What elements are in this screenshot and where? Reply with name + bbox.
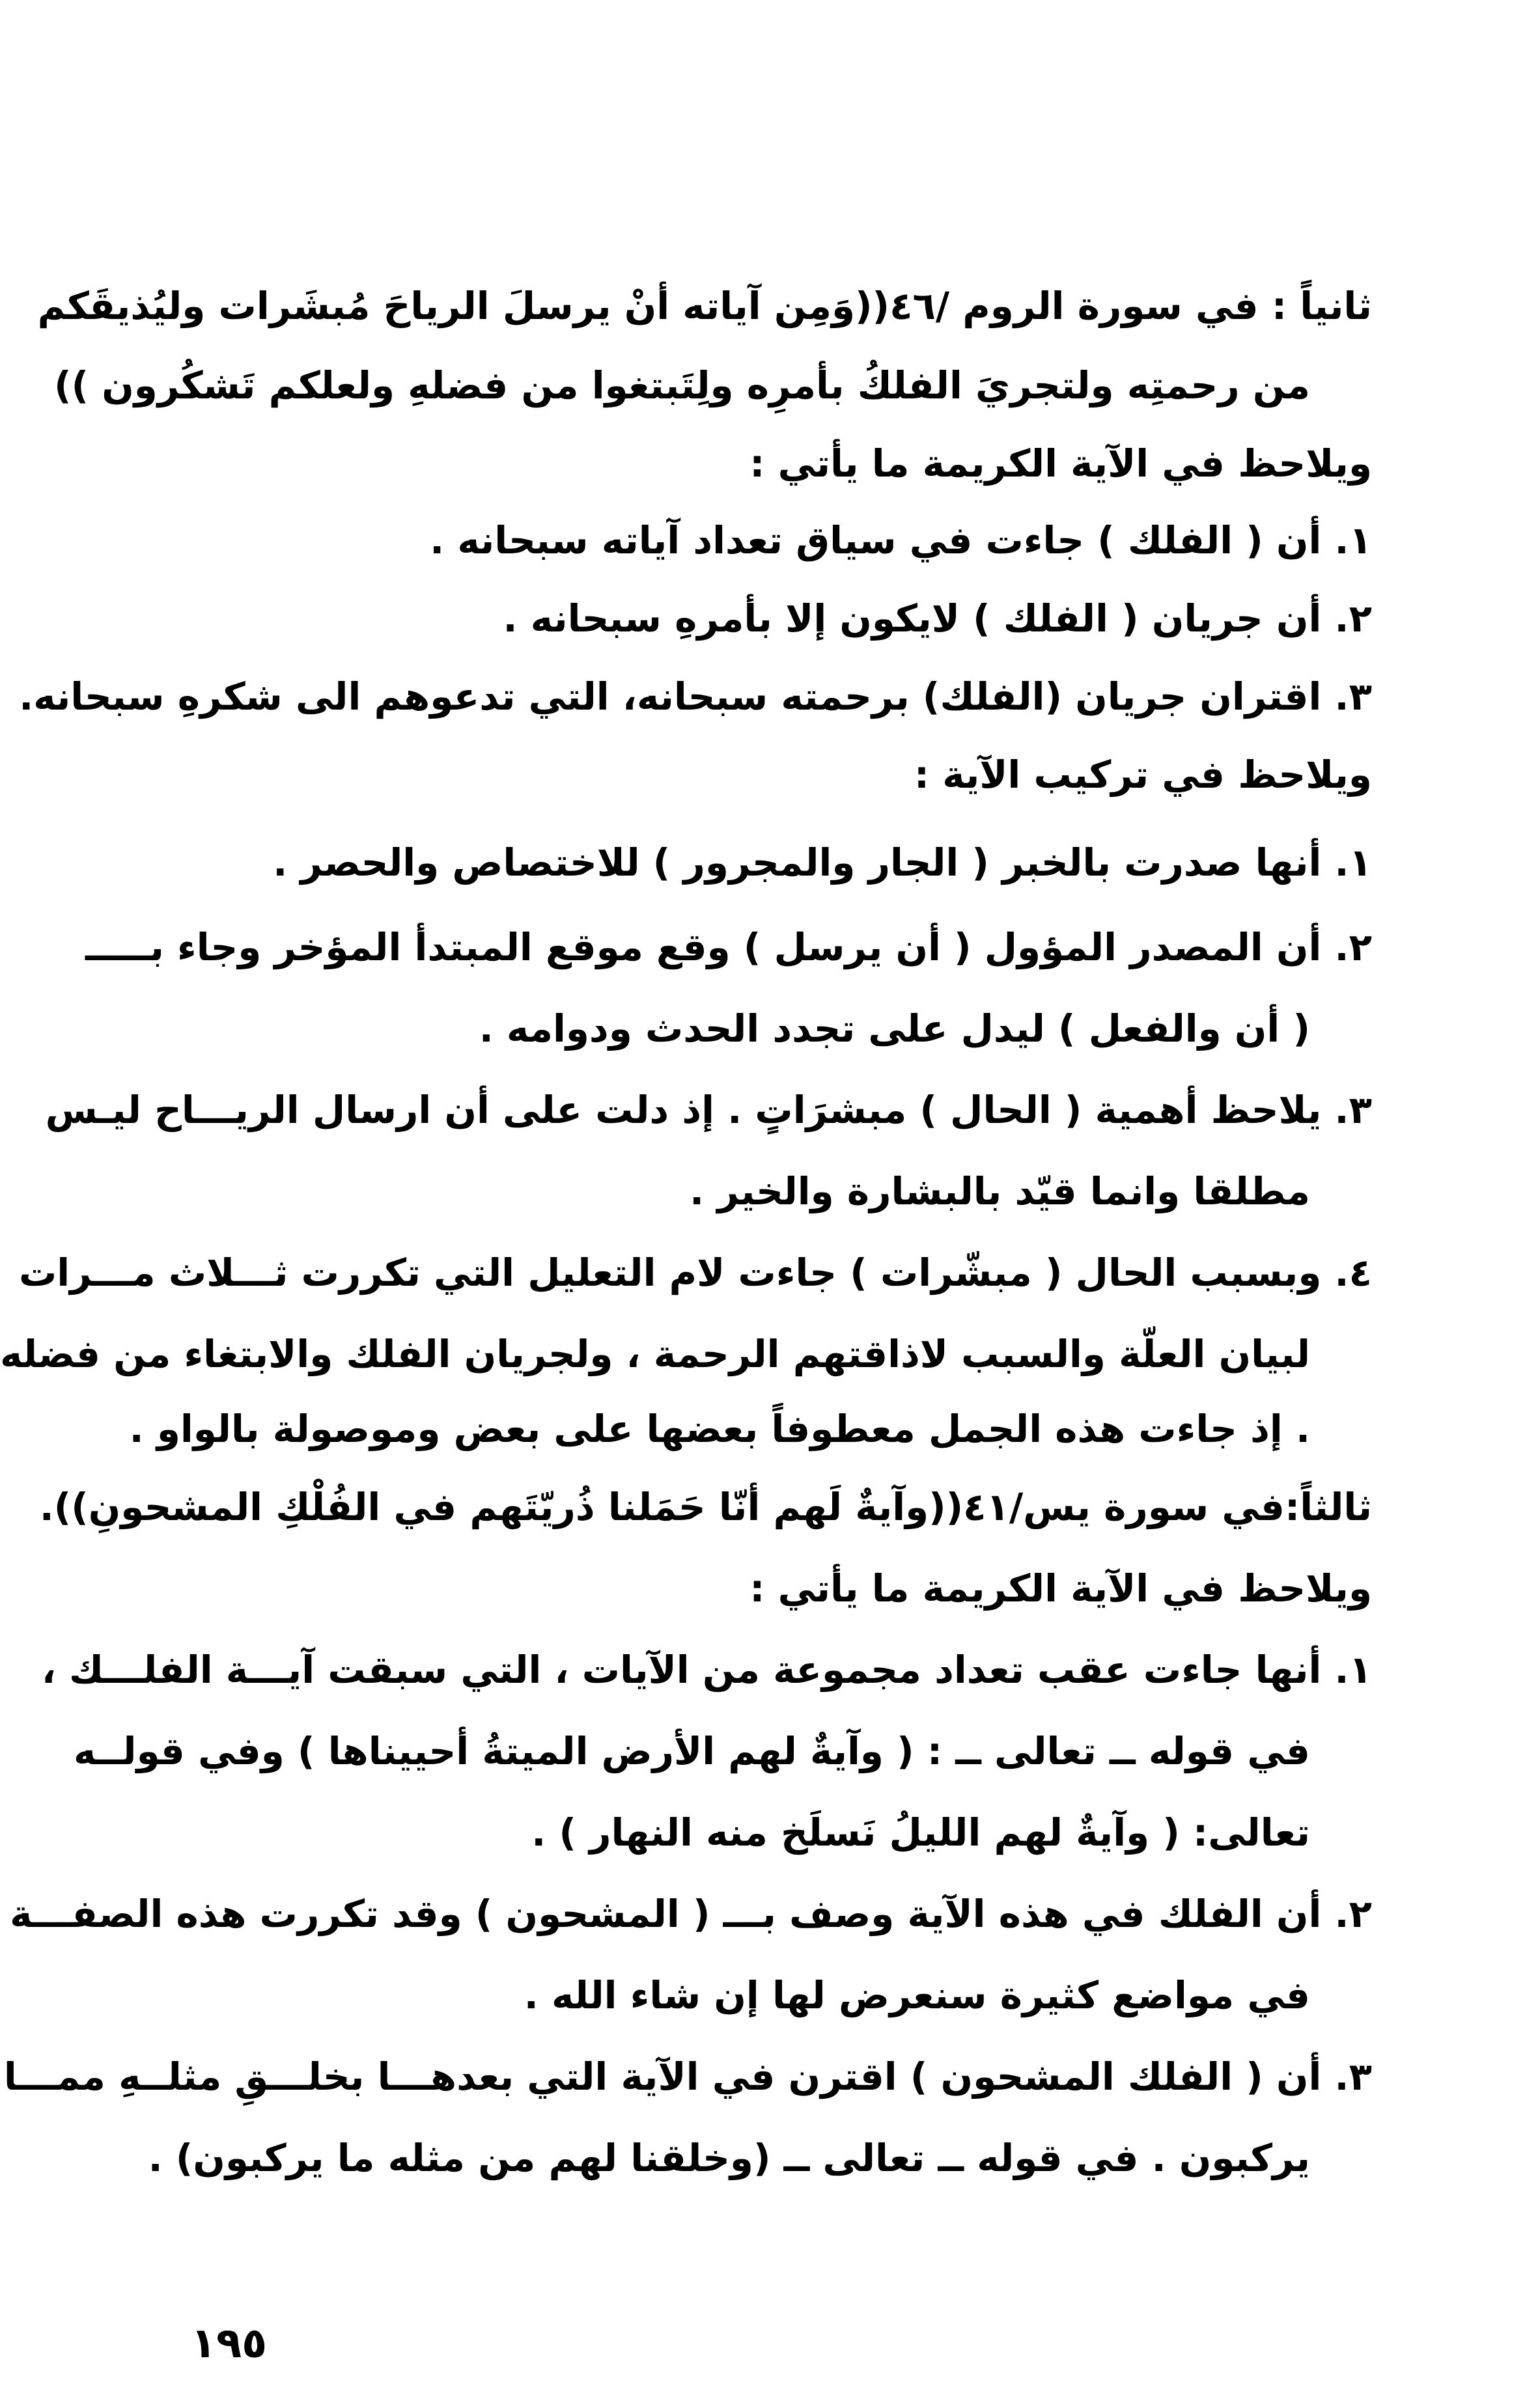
- list-item: ٣. اقتران جريان (الفلك) برحمته سبحانه، التي تدعوهم الى شكرهِ سبحانه.: [19, 674, 1372, 719]
- list-item: ٢. أن المصدر المؤول ( أن يرسل ) وقع موقع المبتدأ المؤخر وجاء بـــــ: [85, 925, 1372, 969]
- text-line: ثانياً : في سورة الروم /٤٦((وَمِن آياته أنْ يرسلَ الرياحَ مُبشَرات وليُذيقَكم: [37, 284, 1372, 328]
- list-item: ٤. وبسبب الحال ( مبشّرات ) جاءت لام التعليل التي تكررت ثـــلاث مـــرات: [19, 1251, 1372, 1295]
- list-item-continuation: مطلقا وانما قيّد بالبشارة والخير .: [690, 1169, 1310, 1213]
- section-heading: ويلاحظ في الآية الكريمة ما يأتي :: [749, 441, 1372, 486]
- list-item-continuation: ( أن والفعل ) ليدل على تجدد الحدث ودوامه .: [479, 1006, 1310, 1051]
- list-item: ٢. أن الفلك في هذه الآية وصف بـــ ( المشحون ) وقد تكررت هذه الصفـــة: [10, 1892, 1372, 1936]
- section-heading: ويلاحظ في تركيب الآية :: [914, 753, 1372, 797]
- section-heading: ويلاحظ في الآية الكريمة ما يأتي :: [749, 1566, 1372, 1611]
- list-item-continuation: في مواضع كثيرة سنعرض لها إن شاء الله .: [524, 1973, 1310, 2017]
- list-item-continuation: يركبون . في قوله ــ تعالى ــ (وخلقنا لهم من مثله ما يركبون) .: [148, 2136, 1310, 2180]
- list-item: ٣. يلاحظ أهمية ( الحال ) مبشرَاتٍ . إذ دلت على أن ارسال الريـــاح ليـس: [45, 1088, 1372, 1132]
- list-item-continuation: . إذ جاءت هذه الجمل معطوفاً بعضها على بعض وموصولة بالواو .: [129, 1407, 1310, 1451]
- text-line: من رحمتِه ولتجريَ الفلكُ بأمرِه ولِتَبتغوا من فضلهِ ولعلكم تَشكُرون )): [54, 363, 1310, 408]
- text-line: ثالثاً:في سورة يس/٤١((وآيةٌ لَهم أنّا حَمَلنا ذُريّتَهم في الفُلْكِ المشحونِ)).: [39, 1485, 1372, 1529]
- list-item-continuation: تعالى: ( وآيةٌ لهم الليلُ نَسلَخ منه النهار ) .: [531, 1810, 1310, 1855]
- list-item: ١. أنها صدرت بالخبر ( الجار والمجرور ) للاختصاص والحصر .: [273, 840, 1372, 885]
- list-item-continuation: لبيان العلّة والسبب لاذاقتهم الرحمة ، ولجريان الفلك والابتغاء من فضله: [0, 1332, 1310, 1376]
- list-item-continuation: في قوله ــ تعالى ــ : ( وآيةٌ لهم الأرض الميتةُ أحييناها ) وفي قولــه: [73, 1729, 1310, 1773]
- list-item: ١. أنها جاءت عقب تعداد مجموعة من الآيات ، التي سبقت آيـــة الفلـــك ،: [41, 1648, 1372, 1692]
- page-number: ١٩٥: [191, 2319, 268, 2368]
- list-item: ٢. أن جريان ( الفلك ) لايكون إلا بأمرهِ سبحانه .: [503, 596, 1372, 641]
- list-item: ١. أن ( الفلك ) جاءت في سياق تعداد آياته سبحانه .: [430, 518, 1372, 562]
- list-item: ٣. أن ( الفلك المشحون ) اقترن في الآية التي بعدهـــا بخلـــقِ مثلــهِ ممـــا: [3, 2055, 1372, 2099]
